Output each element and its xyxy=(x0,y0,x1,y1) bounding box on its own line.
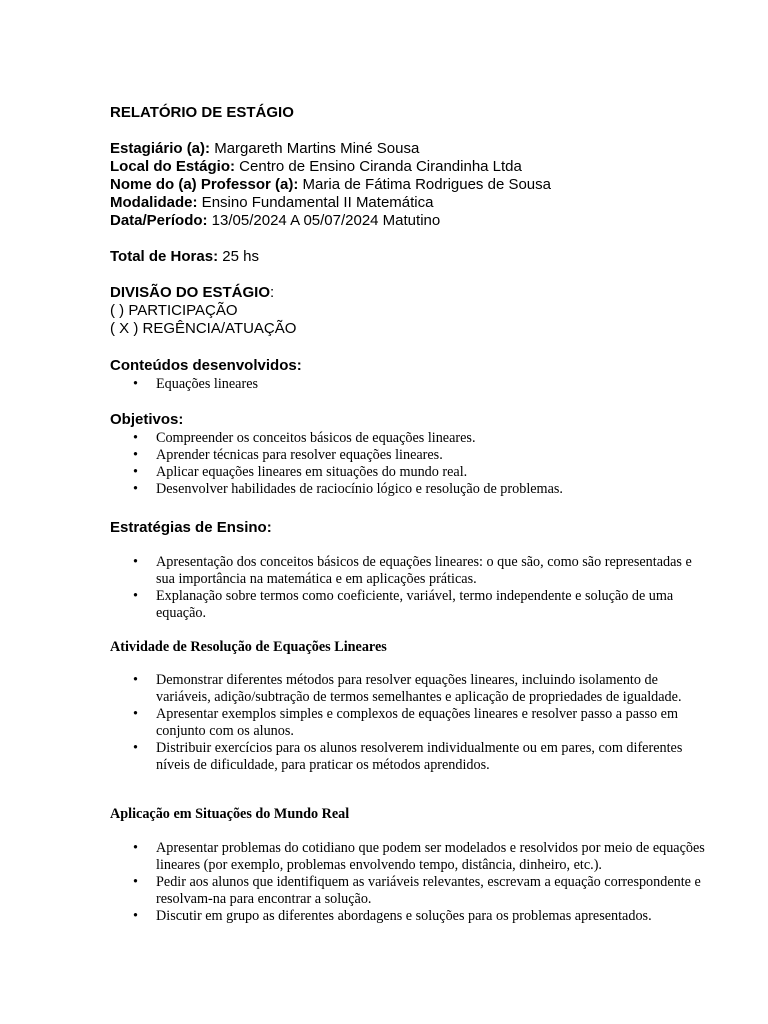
info-value: Margareth Martins Miné Sousa xyxy=(210,140,420,157)
info-label: Local do Estágio: xyxy=(110,158,236,175)
list-item: • Apresentação dos conceitos básicos de equações lineares: o que são, como são representadas e sua importância na matemática e em aplicações práticas. xyxy=(133,554,692,587)
objetivos-list xyxy=(110,430,710,498)
total-hours xyxy=(110,248,259,266)
bullet-icon: • xyxy=(133,554,138,570)
division-colon: : xyxy=(270,284,275,301)
bullet-icon: • xyxy=(133,840,138,856)
aplicacao-list xyxy=(110,840,710,925)
info-line-location xyxy=(110,158,522,176)
list-item: • Aprender técnicas para resolver equações lineares. xyxy=(133,447,443,463)
info-value: Ensino Fundamental II Matemática xyxy=(197,194,434,211)
list-item: • Aplicar equações lineares em situações do mundo real. xyxy=(133,464,468,480)
bullet-icon: • xyxy=(133,447,138,463)
info-value: Maria de Fátima Rodrigues de Sousa xyxy=(298,176,551,193)
info-label: Modalidade: xyxy=(110,194,198,211)
atividade-list xyxy=(110,672,710,774)
bullet-icon: • xyxy=(133,464,138,480)
conteudos-list xyxy=(110,376,710,393)
bullet-icon: • xyxy=(133,740,138,756)
bullet-icon: • xyxy=(133,874,138,890)
division-label: DIVISÃO DO ESTÁGIO xyxy=(110,284,271,301)
estrategias-heading: Estratégias de Ensino: xyxy=(110,519,272,536)
bullet-icon: • xyxy=(133,430,138,446)
info-label: Data/Período: xyxy=(110,212,208,229)
division-heading xyxy=(110,284,274,302)
info-line-modality xyxy=(110,194,433,212)
info-value: Centro de Ensino Ciranda Cirandinha Ltda xyxy=(235,158,522,175)
division-option-regency: ( X ) REGÊNCIA/ATUAÇÃO xyxy=(110,320,297,337)
list-item: • Equações lineares xyxy=(133,376,259,392)
info-line-intern xyxy=(110,140,419,158)
bullet-icon: • xyxy=(133,908,138,924)
list-item: • Desenvolver habilidades de raciocínio lógico e resolução de problemas. xyxy=(133,481,563,497)
info-line-period xyxy=(110,212,440,230)
list-item: • Demonstrar diferentes métodos para resolver equações lineares, incluindo isolamento de variáveis, adição/subtração de termos semelhantes e aplicação de propriedades de igualdade. xyxy=(133,672,682,705)
hours-label: Total de Horas: xyxy=(110,248,219,265)
conteudos-heading: Conteúdos desenvolvidos: xyxy=(110,357,302,374)
estrategias-list xyxy=(110,554,710,622)
list-item: • Pedir aos alunos que identifiquem as variáveis relevantes, escrevam a equação correspondente e resolvam-na para encontrar a solução. xyxy=(133,874,701,907)
bullet-icon: • xyxy=(133,706,138,722)
list-item: • Apresentar problemas do cotidiano que podem ser modelados e resolvidos por meio de equações lineares (por exemplo, problemas envolvendo tempo, distância, dinheiro, etc.). xyxy=(133,840,705,873)
list-item: • Compreender os conceitos básicos de equações lineares. xyxy=(133,430,476,446)
bullet-icon: • xyxy=(133,481,138,497)
objetivos-heading: Objetivos: xyxy=(110,411,184,428)
bullet-icon: • xyxy=(133,376,138,392)
document-title: RELATÓRIO DE ESTÁGIO xyxy=(110,104,294,121)
division-option-participation: ( ) PARTICIPAÇÃO xyxy=(110,302,238,319)
info-line-teacher xyxy=(110,176,551,194)
bullet-icon: • xyxy=(133,672,138,688)
bullet-icon: • xyxy=(133,588,138,604)
info-label: Nome do (a) Professor (a): xyxy=(110,176,299,193)
aplicacao-heading: Aplicação em Situações do Mundo Real xyxy=(110,806,350,822)
atividade-heading: Atividade de Resolução de Equações Lineares xyxy=(110,639,387,655)
list-item: • Apresentar exemplos simples e complexos de equações lineares e resolver passo a passo em conjunto com os alunos. xyxy=(133,706,679,739)
hours-value: 25 hs xyxy=(218,248,259,265)
list-item: • Discutir em grupo as diferentes abordagens e soluções para os problemas apresentados. xyxy=(133,908,652,924)
list-item: • Explanação sobre termos como coeficiente, variável, termo independente e solução de uma equação. xyxy=(133,588,674,621)
list-item: • Distribuir exercícios para os alunos resolverem individualmente ou em pares, com diferentes níveis de dificuldade, para praticar os métodos aprendidos. xyxy=(133,740,683,773)
info-label: Estagiário (a): xyxy=(110,140,211,157)
info-value: 13/05/2024 A 05/07/2024 Matutino xyxy=(207,212,441,229)
